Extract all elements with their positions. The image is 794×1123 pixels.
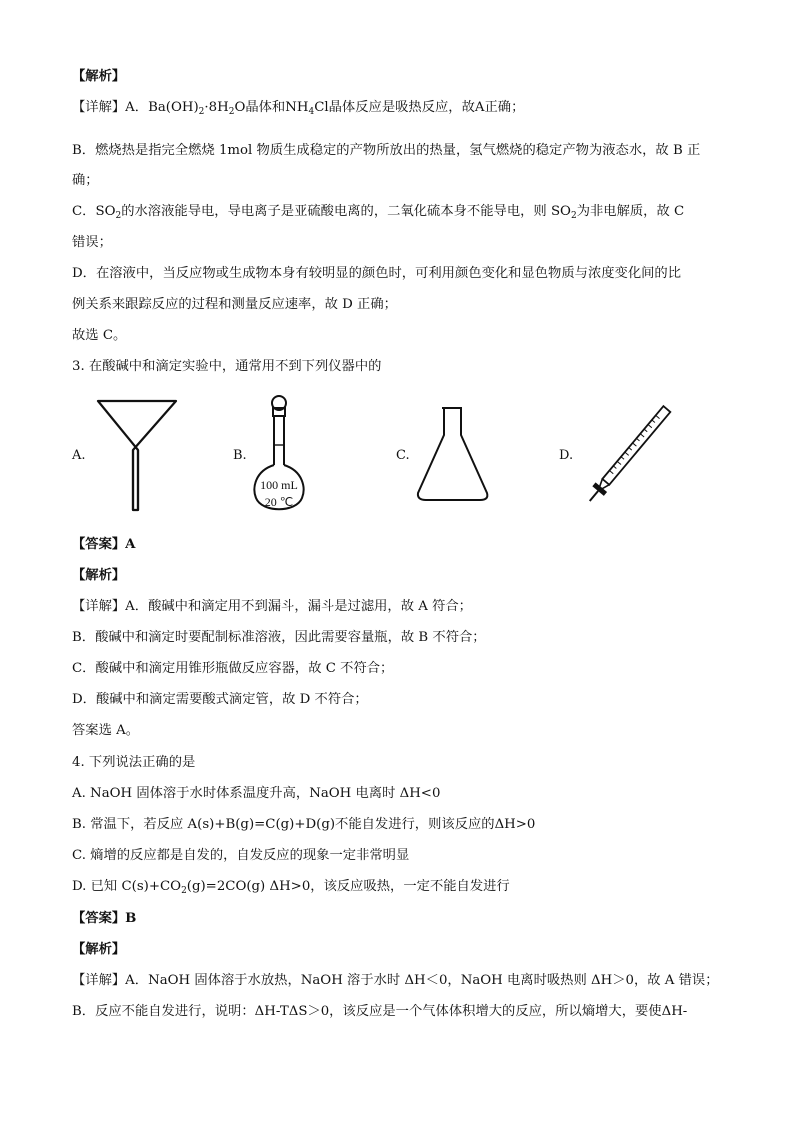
detail-line-c: C．$SO_2$的水溶液能导电，导电离子是亚硫酸电离的，二氧化硫本身不能导电，则 $SO_2$为非电解质，故 C [72, 204, 685, 221]
detail-3-d: D．酸碱中和滴定需要酸式滴定管，故 D 不符合； [72, 692, 368, 707]
question-4-option-c: C. 熵增的反应都是自发的，自发反应的现象一定非常明显 [72, 848, 410, 863]
analysis-heading: 【解析】 [72, 69, 126, 84]
question-3: 3. 在酸碱中和滴定实验中，通常用不到下列仪器中的 [72, 359, 382, 374]
answer-3-conclusion: 答案选 A。 [72, 723, 140, 738]
question-4-option-a: A. NaOH 固体溶于水时体系温度升高，NaOH 电离时 ΔH<0 [72, 786, 441, 801]
option-a-label: A. [72, 448, 86, 463]
answer-3: 【答案】A [72, 537, 136, 552]
detail-4-b: B．反应不能自发进行，说明：ΔH-TΔS＞0，该反应是一个气体体积增大的反应，所以熵增大，要使ΔH- [72, 1004, 688, 1019]
flask-volume-text: 100 mL [260, 478, 298, 492]
detail-4-a: 【详解】A．NaOH 固体溶于水放热，NaOH 溶于水时 ΔH＜0，NaOH 电离时吸热则 ΔH＞0，故 A 错误； [72, 973, 719, 988]
detail-line-a: 【详解】A．$Ba(OH)_2\cdot 8H_2O$晶体和$NH_4Cl$晶体反应是吸热反应，故A正确； [72, 100, 525, 117]
conclusion-line: 故选 C。 [72, 328, 127, 343]
question-4: 4. 下列说法正确的是 [72, 755, 196, 770]
analysis-heading-4: 【解析】 [72, 942, 126, 957]
funnel-figure [96, 398, 180, 513]
option-b-label: B. [233, 448, 247, 463]
detail-3-c: C．酸碱中和滴定用锥形瓶做反应容器，故 C 不符合； [72, 661, 394, 676]
detail-line-b: B．燃烧热是指完全燃烧 1mol 物质生成稳定的产物所放出的热量，氢气燃烧的稳定产物为液态水，故 B 正 [72, 143, 701, 158]
volumetric-flask-figure [250, 393, 320, 518]
detail-line-b-cont: 确； [72, 173, 99, 188]
conical-flask-figure [414, 405, 494, 505]
burette-figure [578, 402, 674, 512]
detail-3-b: B．酸碱中和滴定时要配制标准溶液，因此需要容量瓶，故 B 不符合； [72, 630, 486, 645]
detail-line-d-cont: 例关系来跟踪反应的过程和测量反应速率，故 D 正确； [72, 297, 397, 312]
analysis-heading-3: 【解析】 [72, 568, 126, 583]
detail-line-d: D．在溶液中，当反应物或生成物本身有较明显的颜色时，可利用颜色变化和显色物质与浓度变化间的比 [72, 266, 682, 281]
question-4-option-d: D. 已知 $C(s)+CO_2(g)=2CO(g)$ ΔH>0，该反应吸热，一定不能自发进行 [72, 879, 510, 896]
detail-line-c-cont: 错误； [72, 235, 112, 250]
answer-4: 【答案】B [72, 911, 137, 926]
question-4-option-b: B. 常温下，若反应 A(s)+B(g)=C(g)+D(g)不能自发进行，则该反应的ΔH>0 [72, 817, 536, 832]
detail-3-a: 【详解】A．酸碱中和滴定用不到漏斗，漏斗是过滤用，故 A 符合； [72, 599, 472, 614]
option-d-label: D. [559, 448, 574, 463]
flask-temp-text: 20 ℃ [264, 495, 294, 509]
option-c-label: C. [396, 448, 410, 463]
